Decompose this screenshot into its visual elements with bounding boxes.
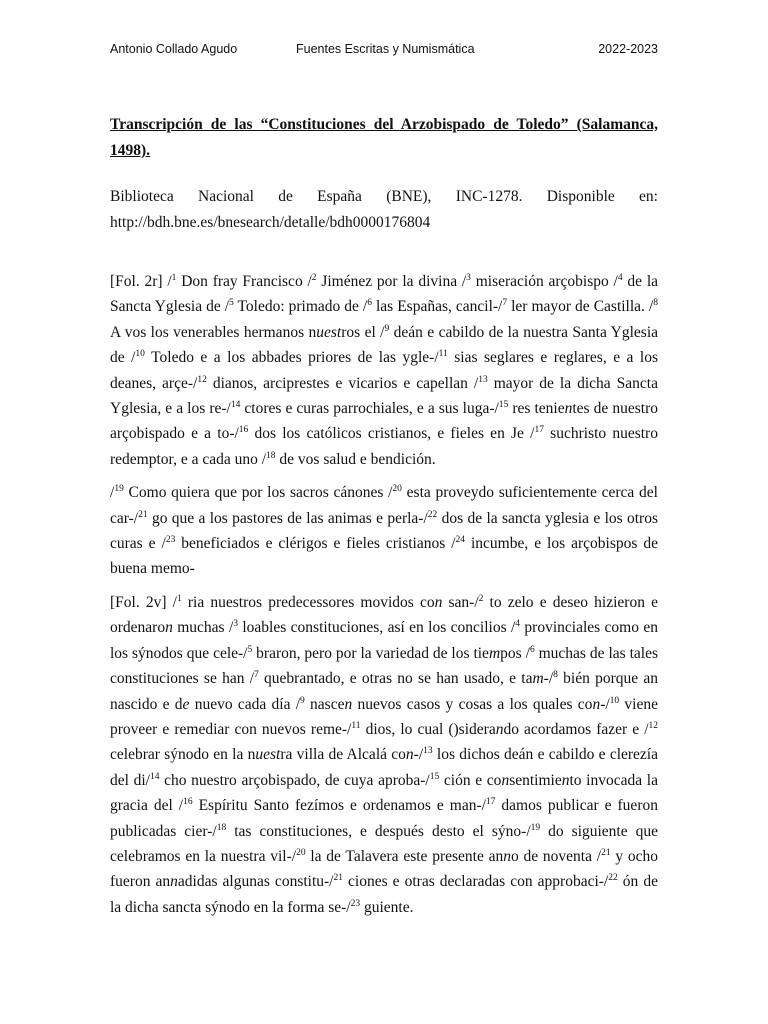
header-author: Antonio Collado Agudo bbox=[110, 42, 238, 56]
header-course: Fuentes Escritas y Numismática bbox=[296, 42, 475, 56]
document-title: Transcripción de las “Constituciones del Arzobispado de Toledo” (Salamanca, 1498). bbox=[110, 116, 658, 159]
page-header bbox=[110, 42, 658, 62]
source-reference bbox=[110, 184, 658, 236]
document-body bbox=[110, 112, 658, 920]
paragraph-fol-2r: [Fol. 2r] /$^1$ Don fray Francisco /$^2$ Jiménez por la divina /$^3$ miseración arçobispo /$^4$ de la Sancta Yglesia de /$^5$ Toledo: primado de /$^6$ las Españas, cancil-/$^7$ ler mayor de Castilla. /$^8$ A vos los venerables hermanos nuestros el /$^9$ deán e cabildo de la nuestra Santa Yglesia de /$^{10}$ Toledo e a los abbades priores de las ygle-/$^{11}$ sias seglares e reglares, e a los deanes, arçe-/$^{12}$ dianos, arciprestes e vicarios e capellan /$^{13}$ mayor de la dicha Sancta Yglesia, e a los re-/$^{14}$ ctores e curas parrochiales, e a sus luga-/$^{15}$ res tenientes de nuestro arçobispado e a to-/$^{16}$ dos los católicos cristianos, e fieles en Je /$^{17}$ suchristo nuestro redemptor, e a cada uno /$^{18}$ de vos salud e bendición. bbox=[110, 273, 659, 468]
paragraph-fol-2r-cont: /$^{19}$ Como quiera que por los sacros cánones /$^{20}$ esta proveydo suficientemente cerca del car-/$^{21}$ go que a los pastores de las animas e perla-/$^{22}$ dos de la sancta yglesia e los otros curas e /$^{23}$ beneficiados e clérigos e fieles cristianos /$^{24}$ incumbe, e los arçobispos de buena memo- bbox=[110, 484, 658, 578]
source-url[interactable]: http://bdh.bne.es/bnesearch/detalle/bdh0000176804 bbox=[110, 214, 431, 231]
paragraph-fol-2v: [Fol. 2v] /$^1$ ria nuestros predecessores movidos con san-/$^2$ to zelo e deseo hizieron e ordenaron muchas /$^3$ loables constituciones, así en los concilios /$^4$ provinciales como en los sýnodos que cele-/$^5$ braron, pero por la variedad de los tiempos /$^6$ muchas de las tales constituciones se han /$^7$ quebrantado, e otras no se han usado, e tam-/$^8$ bién porque an nascido e de nuevo cada día /$^9$ nascen nuevos casos y cosas a los quales con-/$^{10}$ viene proveer e remediar con nuevos reme-/$^{11}$ dios, lo cual ()siderando acordamos fazer e /$^{12}$ celebrar sýnodo en la nuestra villa de Alcalá con-/$^{13}$ los dichos deán e cabildo e clerezía del di/$^{14}$ cho nuestro arçobispado, de cuya aproba-/$^{15}$ ción e consentimiento invocada la gracia del /$^{16}$ Espíritu Santo fezímos e ordenamos e man-/$^{17}$ damos publicar e fueron publicadas cier-/$^{18}$ tas constituciones, e después desto el sýno-/$^{19}$ do siguiente que celebramos en la nuestra vil-/$^{20}$ la de Talavera este presente anno de noventa /$^{21}$ y ocho fueron annadidas algunas constitu-/$^{21}$ ciones e otras declaradas con approbaci-/$^{22}$ ón de la dicha sancta sýnodo en la forma se-/$^{23}$ guiente. bbox=[110, 593, 659, 916]
header-year: 2022-2023 bbox=[598, 42, 658, 56]
source-text: Biblioteca Nacional de España (BNE), INC-1278. Disponible en: bbox=[110, 188, 658, 205]
